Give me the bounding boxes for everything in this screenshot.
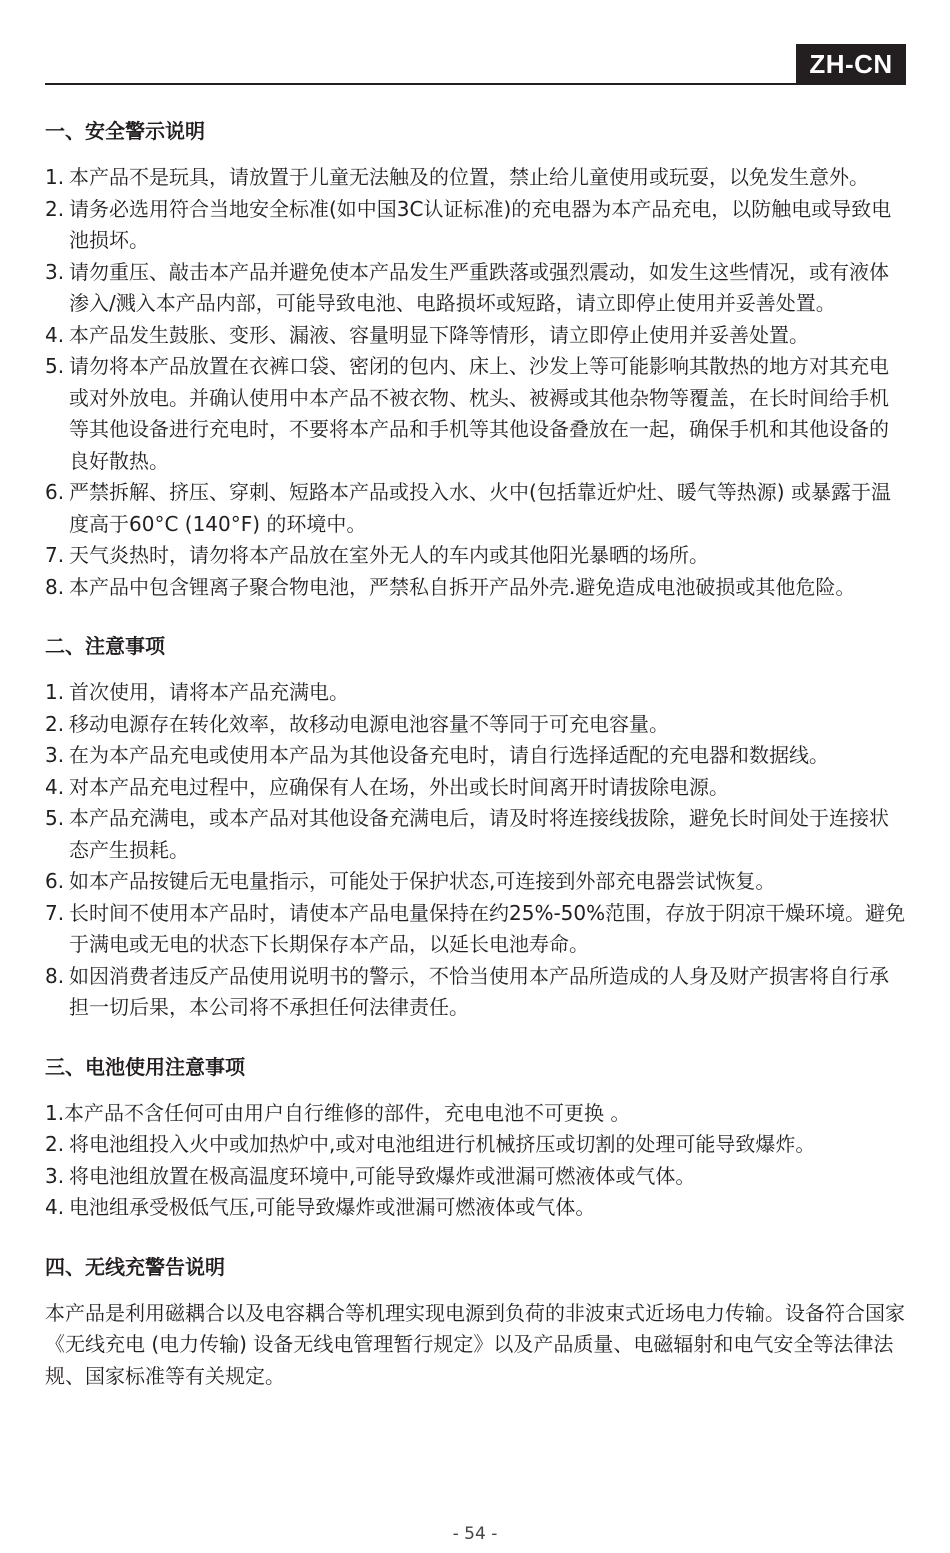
item-number: 2.: [45, 1132, 65, 1156]
item-text: 如本产品按键后无电量指示，可能处于保护状态,可连接到外部充电器尝试恢复。: [69, 869, 776, 893]
section-battery-precautions: [45, 1048, 907, 1224]
item-text: 本产品不含任何可由用户自行维修的部件，充电电池不可更换 。: [64, 1100, 631, 1125]
item-number: 2.: [45, 196, 65, 221]
section-precautions: [45, 627, 907, 1024]
item-number: 1.: [45, 680, 65, 704]
item-text: 移动电源存在转化效率，故移动电源电池容量不等同于可充电容量。: [69, 711, 669, 736]
item-number: 7.: [45, 900, 65, 925]
list-item: [45, 961, 907, 1024]
item-number: 5.: [45, 354, 65, 378]
item-text: 天气炎热时，请勿将本产品放在室外无人的车内或其他阳光暴晒的场所。: [69, 543, 709, 567]
item-text: 请勿将本产品放置在衣裤口袋、密闭的包内、床上、沙发上等可能影响其散热的地方对其充电或对外放电。并确认使用中本产品不被衣物、枕头、被褥或其他杂物等覆盖，在长时间给手机等其他设备进行充电时，不要将本产品和手机等其他设备叠放在一起，确保手机和其他设备的良好散热。: [69, 354, 889, 473]
list-item: [45, 1161, 907, 1193]
list-item: [45, 866, 907, 898]
list-item: [45, 540, 907, 572]
list-item: [45, 709, 907, 741]
list-item: [45, 351, 907, 477]
list-item: [45, 477, 907, 540]
precautions-list: [45, 677, 907, 1024]
list-item: [45, 1129, 907, 1161]
item-text: 如因消费者违反产品使用说明书的警示，不恰当使用本产品所造成的人身及财产损害将自行承担一切后果，本公司将不承担任何法律责任。: [69, 963, 889, 1019]
item-number: 4.: [45, 774, 65, 799]
section-title: 一、安全警示说明: [45, 119, 205, 143]
list-item: [45, 1098, 907, 1130]
item-number: 1.: [45, 1100, 65, 1125]
item-number: 8.: [45, 963, 65, 988]
item-number: 5.: [45, 806, 65, 830]
list-item: [45, 257, 907, 320]
item-number: 3.: [45, 743, 65, 767]
item-text: 本产品发生鼓胀、变形、漏液、容量明显下降等情形，请立即停止使用并妥善处置。: [69, 322, 809, 347]
item-number: 1.: [45, 165, 65, 189]
section-title: 四、无线充警告说明: [45, 1254, 225, 1279]
list-item: [45, 320, 907, 352]
item-text: 在为本产品充电或使用本产品为其他设备充电时，请自行选择适配的充电器和数据线。: [69, 743, 829, 767]
item-number: 4.: [45, 322, 65, 347]
list-item: [45, 194, 907, 257]
list-item: [45, 803, 907, 866]
list-item: [45, 572, 907, 604]
item-text: 电池组承受极低气压,可能导致爆炸或泄漏可燃液体或气体。: [69, 1195, 596, 1219]
item-text: 本产品充满电，或本产品对其他设备充满电后，请及时将连接线拔除，避免长时间处于连接状态产生损耗。: [69, 806, 889, 862]
item-number: 3.: [45, 1163, 65, 1188]
item-number: 8.: [45, 574, 65, 599]
list-item: [45, 162, 907, 194]
item-text: 首次使用，请将本产品充满电。: [69, 680, 349, 704]
page-number: - 54 -: [452, 1524, 498, 1544]
item-text: 请勿重压、敲击本产品并避免使本产品发生严重跌落或强烈震动，如发生这些情况，或有液体渗入/溅入本产品内部，可能导致电池、电路损坏或短路，请立即停止使用并妥善处置。: [69, 259, 889, 315]
item-text: 将电池组放置在极高温度环境中,可能导致爆炸或泄漏可燃液体或气体。: [69, 1163, 696, 1188]
header-rule: [45, 83, 906, 85]
section-title: 三、电池使用注意事项: [45, 1054, 245, 1079]
item-number: 7.: [45, 543, 65, 567]
language-badge: ZH-CN: [796, 44, 906, 84]
list-item: [45, 772, 907, 804]
wireless-charging-paragraph: 本产品是利用磁耦合以及电容耦合等机理实现电源到负荷的非波束式近场电力传输。设备符合国家《无线充电 (电力传输) 设备无线电管理暂行规定》以及产品质量、电磁辐射和电气安全等法律法规、国家标准等有关规定。: [45, 1300, 905, 1388]
safety-list: [45, 162, 907, 603]
item-text: 请务必选用符合当地安全标准(如中国3C认证标准)的充电器为本产品充电，以防触电或导致电池损坏。: [69, 196, 892, 252]
item-text: 严禁拆解、挤压、穿刺、短路本产品或投入水、火中(包括靠近炉灶、暖气等热源) 或暴露于温度高于60°C (140°F) 的环境中。: [69, 480, 891, 536]
item-number: 3.: [45, 259, 65, 284]
item-number: 6.: [45, 480, 65, 504]
item-text: 将电池组投入火中或加热炉中,或对电池组进行机械挤压或切割的处理可能导致爆炸。: [69, 1132, 816, 1156]
item-number: 6.: [45, 869, 65, 893]
document-body: [45, 112, 907, 1392]
item-number: 2.: [45, 711, 65, 736]
battery-list: [45, 1098, 907, 1224]
item-text: 本产品不是玩具，请放置于儿童无法触及的位置，禁止给儿童使用或玩耍，以免发生意外。: [69, 165, 869, 189]
list-item: [45, 1192, 907, 1224]
section-safety-warnings: [45, 112, 907, 603]
section-wireless-charging-warning: [45, 1248, 907, 1393]
item-text: 本产品中包含锂离子聚合物电池，严禁私自拆开产品外壳.避免造成电池破损或其他危险。: [69, 574, 856, 599]
list-item: [45, 898, 907, 961]
list-item: [45, 740, 907, 772]
section-title: 二、注意事项: [45, 634, 165, 658]
item-number: 4.: [45, 1195, 65, 1219]
list-item: [45, 677, 907, 709]
item-text: 对本产品充电过程中，应确保有人在场，外出或长时间离开时请拔除电源。: [69, 774, 729, 799]
item-text: 长时间不使用本产品时，请使本产品电量保持在约25%-50%范围，存放于阴凉干燥环境。避免于满电或无电的状态下长期保存本产品，以延长电池寿命。: [69, 900, 906, 956]
